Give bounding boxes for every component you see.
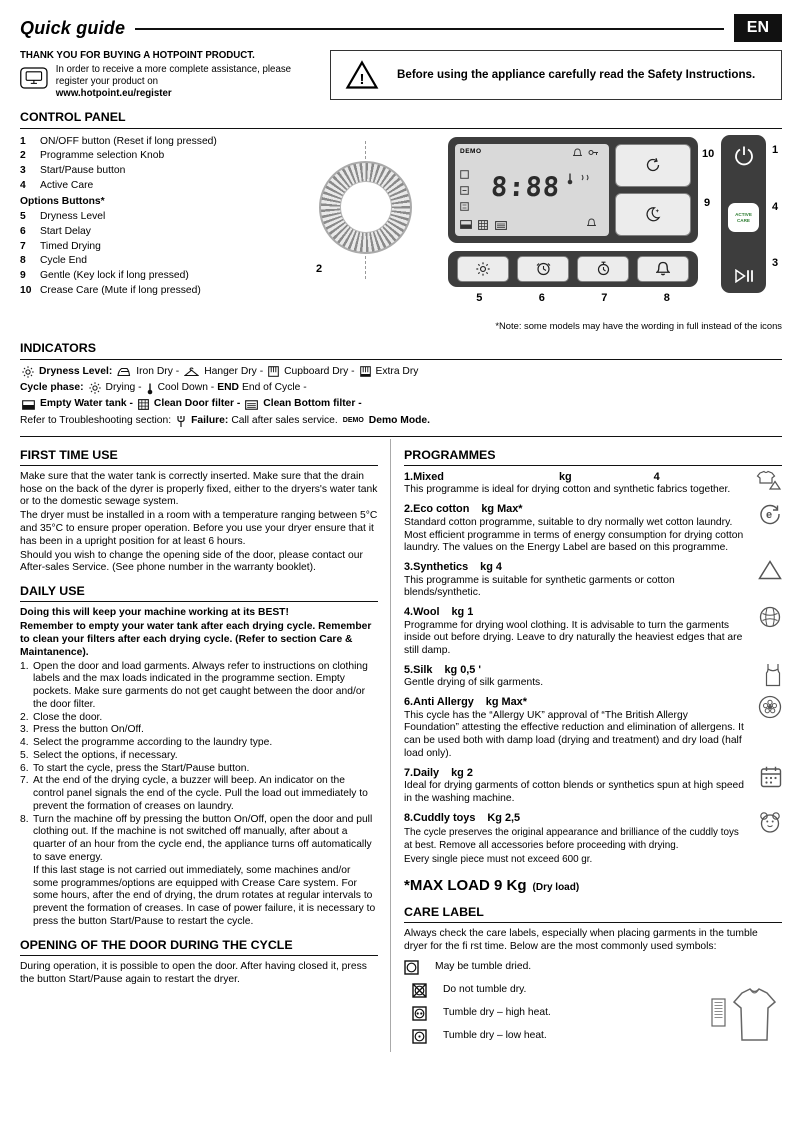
- legend-item: [20, 164, 302, 179]
- failure-label: Failure:: [191, 414, 229, 426]
- programme-name: 7.Daily: [404, 766, 440, 779]
- programme-desc: Ideal for drying garments of cotton blends or synthetics spun at high speed in the washing machine.: [404, 780, 744, 805]
- daily-icon: [760, 766, 782, 788]
- section-divider: [20, 436, 782, 437]
- key-icon: [588, 149, 599, 156]
- panel-option-buttons: [615, 144, 691, 236]
- active-care-button: [728, 203, 759, 232]
- programme-name: 4.Wool: [404, 606, 440, 619]
- daily-use-heading: DAILY USE: [20, 584, 378, 602]
- callout-knob: 2: [316, 262, 323, 275]
- register-block: [20, 50, 318, 100]
- callout-gentle: 9: [704, 196, 711, 209]
- sun-icon: [22, 366, 34, 378]
- step-text: To start the cycle, press the Start/Pause button.: [33, 762, 250, 774]
- programme-desc: The cycle preserves the original appearance and brilliance of the cuddly toys at best. Remove all accessories before proceeding with drying.: [404, 827, 739, 851]
- cupboard-icon: [268, 366, 279, 377]
- header: [20, 14, 782, 42]
- ftu-paragraph: Should you wish to change the opening side of the door, please contact our After-sales Service. (See phone number in the warranty booklet).: [20, 549, 363, 574]
- cool-down-text: Cool Down -: [157, 381, 215, 393]
- cycle-phase-label: Cycle phase:: [20, 381, 84, 393]
- step-number: 3.: [20, 724, 29, 736]
- programme-item: [404, 696, 782, 761]
- care-symbol-row: [404, 983, 690, 998]
- step-number: 5.: [20, 749, 29, 761]
- hanger-dry-text: Hanger Dry -: [204, 365, 264, 377]
- failure-service-icon: [176, 415, 186, 428]
- strip-callouts: [448, 292, 698, 306]
- daily-use-step: [20, 814, 378, 929]
- callout-start-pause: 3: [772, 256, 779, 269]
- legend-item: [20, 225, 302, 240]
- right-column: [390, 439, 782, 1052]
- intro-row: [20, 50, 782, 100]
- tshirt-care-label-illustration: [706, 984, 786, 1046]
- step-text: At the end of the drying cycle, a buzzer will beep. An indicator on the control panel signals the end of the cycle. Pull the load out immediately to prevent the formation of creases on laundry.: [33, 775, 368, 812]
- register-instruction: In order to receive a more complete assistance, please register your product on: [55, 64, 292, 88]
- tumble-dry-high-heat-icon: [412, 1006, 427, 1021]
- programme-desc: This programme is suitable for synthetic garments or cotton blends/synthetic.: [404, 574, 675, 599]
- cycle-end-button: [637, 256, 689, 282]
- anti-allergy-icon: [758, 695, 782, 719]
- hanger-icon: [184, 367, 199, 377]
- programme-segment-icon: [460, 202, 469, 211]
- programme-kg: kg 2: [451, 766, 473, 779]
- programme-item: [404, 812, 782, 866]
- drop-icon: [579, 174, 591, 183]
- programme-name: 8.Cuddly toys: [404, 811, 476, 824]
- control-panel-diagram: [302, 135, 782, 315]
- step-text-part-2: If this last stage is not carried out immediately, some machines and/or some programmes/options are equipped with Crease Care system. For some hours, after the end of drying, the drum rotates at regular intervals to prevent the formation of creases. In case of power failure, it is necessary to press the button Start/Pause to restart the cycle.: [33, 864, 376, 927]
- programme-name: 3.Synthetics: [404, 561, 469, 574]
- crease-care-button: [615, 144, 691, 187]
- programme-item: [404, 606, 782, 658]
- programme-segment-icon: [460, 186, 469, 195]
- gentle-button: [615, 193, 691, 236]
- indicator-line-dryness: [20, 366, 782, 379]
- mixed-icon: [754, 470, 782, 490]
- first-time-use-heading: FIRST TIME USE: [20, 448, 378, 466]
- programme-name: 5.Silk: [404, 663, 433, 676]
- svg-text:e: e: [765, 509, 773, 522]
- left-column: [20, 439, 390, 1052]
- programme-kg-value: 4: [653, 470, 660, 483]
- gentle-icon: [645, 206, 661, 222]
- legend-item: [20, 269, 302, 284]
- item-text: Dryness Level: [40, 211, 106, 223]
- cupboard-dry-text: Cupboard Dry -: [284, 365, 355, 377]
- daily-use-bold-2: Remember to empty your water tank after each drying cycle. Remember to clean your filters after each drying cycle. (Refer to section Care & Maintanence).: [20, 621, 372, 658]
- step-text: Press the button On/Off.: [33, 724, 144, 736]
- daily-use-bold-1: Doing this will keep your machine working at its BEST!: [20, 607, 289, 619]
- indicators-heading: INDICATORS: [20, 341, 782, 359]
- end-word: END: [217, 381, 239, 393]
- programme-extra-note: Every single piece must not exceed 600 gr.: [404, 853, 593, 865]
- thermometer-icon: [147, 382, 153, 395]
- item-number: 10: [20, 284, 32, 296]
- dryness-level-button: [457, 256, 509, 282]
- step-text: Open the door and load garments. Always refer to instructions on clothing labels and the max loads indicated in the programme section. Empty pockets. Make sure garments do not get caught between the door and/or the door filter.: [33, 660, 368, 710]
- care-label-intro: Always check the care labels, especially when placing garments in the tumble dryer for the fi rst time. Below are the most commonly used symbols:: [404, 928, 758, 952]
- callout-crease-care: 10: [702, 147, 715, 160]
- programme-desc: Programme for drying wool clothing. It is advisable to turn the garments inside out before drying. Leave to dry naturally the heaviest edges that are still damp.: [404, 619, 743, 657]
- demo-mode-text: Demo Mode.: [368, 414, 430, 426]
- programme-name: 2.Eco cotton: [404, 503, 470, 516]
- item-text: Programme selection Knob: [40, 150, 165, 162]
- programme-name: 6.Anti Allergy: [404, 696, 474, 709]
- display-panel: [448, 137, 698, 243]
- start-delay-button: [517, 256, 569, 282]
- demo-word: DEMO: [342, 416, 364, 424]
- active-care-label: ACTIVE CARE: [735, 212, 752, 223]
- title-rule: [135, 28, 724, 30]
- programme-knob: [319, 161, 412, 254]
- door-filter-icon: [478, 220, 488, 230]
- extra-dry-icon: [360, 366, 371, 377]
- callout-timed-drying: 7: [601, 291, 608, 304]
- wool-icon: [758, 605, 782, 629]
- care-label-heading: CARE LABEL: [404, 905, 782, 923]
- legend-item: [20, 240, 302, 255]
- dryness-level-icon: [476, 262, 490, 276]
- care-symbol-row: [404, 960, 690, 975]
- programme-desc: Gentle drying of silk garments.: [404, 677, 544, 689]
- legend-item: [20, 149, 302, 164]
- item-text: ON/OFF button (Reset if long pressed): [40, 135, 217, 147]
- step-number: 2.: [20, 711, 29, 723]
- register-url: www.hotpoint.eu/register: [55, 88, 172, 100]
- power-icon: [733, 145, 755, 167]
- programme-item: [404, 503, 782, 555]
- clean-door-filter-text: Clean Door filter -: [153, 398, 241, 410]
- end-of-cycle-text: End of Cycle -: [241, 381, 307, 393]
- step-number: 7.: [20, 775, 29, 787]
- failure-text: Call after sales service.: [231, 414, 338, 426]
- safety-warning-text: Before using the appliance carefully read the Safety Instructions.: [397, 67, 756, 81]
- synthetics-icon: [758, 560, 782, 580]
- programme-item: [404, 561, 782, 600]
- step-text: Select the options, if necessary.: [33, 749, 178, 761]
- programme-item: [404, 664, 782, 690]
- eco-cotton-icon: [758, 502, 782, 526]
- empty-water-tank-text: Empty Water tank -: [40, 398, 133, 410]
- step-number: 6.: [20, 762, 29, 774]
- indicator-line-failure: [20, 415, 782, 428]
- item-number: 4: [20, 179, 26, 191]
- daily-use-step: [20, 712, 378, 725]
- programme-desc: Standard cotton programme, suitable to dry normally wet cotton laundry. Most efficient programme in terms of energy consumption for drying cotton laundry. The values on the Energy Label are based on this programme.: [404, 516, 744, 554]
- item-number: 1: [20, 135, 26, 147]
- item-number: 9: [20, 270, 26, 282]
- clean-bottom-filter-text: Clean Bottom filter -: [263, 398, 362, 410]
- item-text: Cycle End: [40, 255, 87, 267]
- daily-use-step: [20, 661, 378, 712]
- care-symbol-text: Tumble dry – low heat.: [443, 1029, 547, 1041]
- drying-text: Drying -: [105, 381, 142, 393]
- legend-item: [20, 179, 302, 194]
- warning-triangle-icon: [345, 60, 379, 90]
- step-number: 4.: [20, 737, 29, 749]
- programme-kg: kg: [558, 470, 572, 483]
- max-load-note: (Dry load): [532, 882, 580, 894]
- display-time: 8:88: [490, 171, 561, 203]
- step-text: Select the programme according to the laundry type.: [33, 737, 273, 749]
- page-title: Quick guide: [20, 17, 126, 38]
- max-load-text: *MAX LOAD 9 Kg: [404, 877, 527, 895]
- dryness-level-label: Dryness Level:: [39, 365, 113, 377]
- ftu-paragraph: Make sure that the water tank is correctly inserted. Make sure that the drain hose on the back of the dyrer is properly fixed, either to the dryers's water tank or to the domestic sewage system.: [20, 470, 378, 508]
- item-number: 6: [20, 225, 26, 237]
- step-text: Close the door.: [33, 711, 103, 723]
- troubleshooting-text: Refer to Troubleshooting section:: [20, 414, 172, 426]
- programme-kg: kg Max*: [481, 503, 523, 516]
- legend-item: [20, 284, 302, 299]
- start-delay-icon: [536, 261, 551, 276]
- item-number: 3: [20, 164, 26, 176]
- max-load-line: [404, 877, 782, 896]
- programme-item: [404, 471, 782, 497]
- legend-item: [20, 254, 302, 269]
- timed-drying-icon: [596, 261, 611, 276]
- legend-item: [20, 210, 302, 225]
- iron-icon: [117, 367, 131, 377]
- item-text: Timed Drying: [40, 240, 101, 252]
- bell-icon: [573, 148, 582, 158]
- do-not-tumble-dry-icon: [412, 983, 427, 998]
- door-opening-heading: OPENING OF THE DOOR DURING THE CYCLE: [20, 938, 378, 956]
- indicator-line-cycle-phase: [20, 382, 782, 395]
- crease-care-icon: [645, 157, 661, 173]
- icons-note: *Note: some models may have the wording in full instead of the icons: [495, 319, 782, 331]
- content-columns: [20, 439, 782, 1052]
- step-text-part-1: Turn the machine off by pressing the button On/Off, open the door and pull clothing out. If the machine is not switched off manually, after about a quarter of an hour from the cycle end, the appliance turns off automatically to save energy.: [33, 813, 373, 863]
- item-text: Start Delay: [40, 225, 91, 237]
- care-symbol-text: Tumble dry – high heat.: [443, 1006, 551, 1018]
- language-badge: EN: [734, 14, 782, 42]
- item-number: 7: [20, 240, 26, 252]
- control-panel-legend: [20, 135, 302, 315]
- daily-use-step: [20, 750, 378, 763]
- programme-kg: kg Max*: [485, 696, 527, 709]
- options-buttons-heading: Options Buttons*: [20, 196, 105, 208]
- step-number: 1.: [20, 660, 29, 672]
- step-text: [33, 814, 378, 929]
- programme-name: 1.Mixed: [404, 470, 444, 483]
- item-number: 5: [20, 211, 26, 223]
- register-text: [56, 64, 318, 100]
- silk-icon: [764, 663, 782, 687]
- daily-use-step: [20, 775, 378, 813]
- start-pause-icon: [734, 269, 754, 283]
- programme-segment-icon: [460, 170, 469, 179]
- callout-active-care: 4: [772, 200, 779, 213]
- svg-text:!: !: [359, 71, 365, 89]
- bottom-filter-icon: [245, 400, 258, 410]
- programme-kg: kg 1: [451, 606, 474, 619]
- callout-cycle-end: 8: [663, 291, 670, 304]
- care-symbol-text: Do not tumble dry.: [443, 983, 527, 995]
- programme-item: [404, 767, 782, 806]
- lcd-display: [455, 144, 609, 236]
- step-number: 8.: [20, 813, 29, 825]
- care-symbols: [404, 960, 782, 1044]
- demo-label: DEMO: [460, 147, 482, 155]
- door-opening-text: During operation, it is possible to open the door. After having closed it, press the button Start/Pause again to restart the dryer.: [20, 960, 367, 985]
- bottom-filter-icon: [495, 221, 507, 230]
- indicator-line-maintenance: [20, 398, 782, 411]
- thermometer-icon: [567, 172, 573, 185]
- programme-kg: kg 4: [480, 561, 502, 574]
- programme-kg: Kg 2,5: [487, 811, 521, 824]
- care-symbol-text: May be tumble dried.: [435, 960, 532, 972]
- item-number: 2: [20, 150, 26, 162]
- door-filter-icon: [138, 399, 149, 410]
- daily-use-step: [20, 737, 378, 750]
- programme-kg: kg 0,5 ': [444, 663, 481, 676]
- item-number: 8: [20, 255, 26, 267]
- knob-center: [340, 181, 392, 233]
- ftu-paragraph: The dryer must be installed in a room with a temperature ranging between 5°C and 35°C to ensure proper operation. Before you use your dryer ensure that it has been in a upright position for at least 6 hours.: [20, 510, 378, 547]
- sun-icon: [89, 382, 101, 394]
- bell-icon: [587, 218, 596, 228]
- item-text: Start/Pause button: [40, 164, 126, 176]
- timed-drying-button: [577, 256, 629, 282]
- item-text: Gentle (Key lock if long pressed): [40, 270, 189, 282]
- item-text: Active Care: [40, 179, 94, 191]
- callout-power: 1: [772, 143, 779, 156]
- daily-use-step: [20, 763, 378, 776]
- programmes-heading: PROGRAMMES: [404, 448, 782, 466]
- control-panel-section: [20, 135, 782, 315]
- programme-desc: This cycle has the “Allergy UK” approval of “The British Allergy Foundation” attesting the effective reduction and elimination of allergens. It can be used both with damp load (drying and treatment) and dry load (half load only).: [404, 709, 744, 759]
- water-tank-icon: [22, 400, 35, 410]
- legend-item: [20, 135, 302, 150]
- register-product-icon: [20, 64, 48, 92]
- item-text: Crease Care (Mute if long pressed): [40, 284, 201, 296]
- safety-warning-box: [330, 50, 782, 100]
- daily-use-step: [20, 724, 378, 737]
- programme-desc: This programme is ideal for drying cotton and synthetic fabrics together.: [404, 484, 731, 496]
- thank-you-text: THANK YOU FOR BUYING A HOTPOINT PRODUCT.: [20, 50, 255, 61]
- iron-dry-text: Iron Dry -: [136, 365, 180, 377]
- callout-start-delay: 6: [538, 291, 545, 304]
- cuddly-toys-icon: [758, 811, 782, 833]
- cycle-end-icon: [656, 261, 670, 276]
- callout-dryness: 5: [476, 291, 483, 304]
- option-buttons-strip: [448, 251, 698, 287]
- water-tank-icon: [460, 220, 472, 229]
- power-panel: [721, 135, 766, 293]
- tumble-dry-low-heat-icon: [412, 1029, 427, 1044]
- care-symbol-row: [404, 1029, 690, 1044]
- care-symbol-row: [404, 1006, 690, 1021]
- control-panel-heading: CONTROL PANEL: [20, 110, 782, 128]
- extra-dry-text: Extra Dry: [375, 365, 419, 377]
- tumble-dry-ok-icon: [404, 960, 419, 975]
